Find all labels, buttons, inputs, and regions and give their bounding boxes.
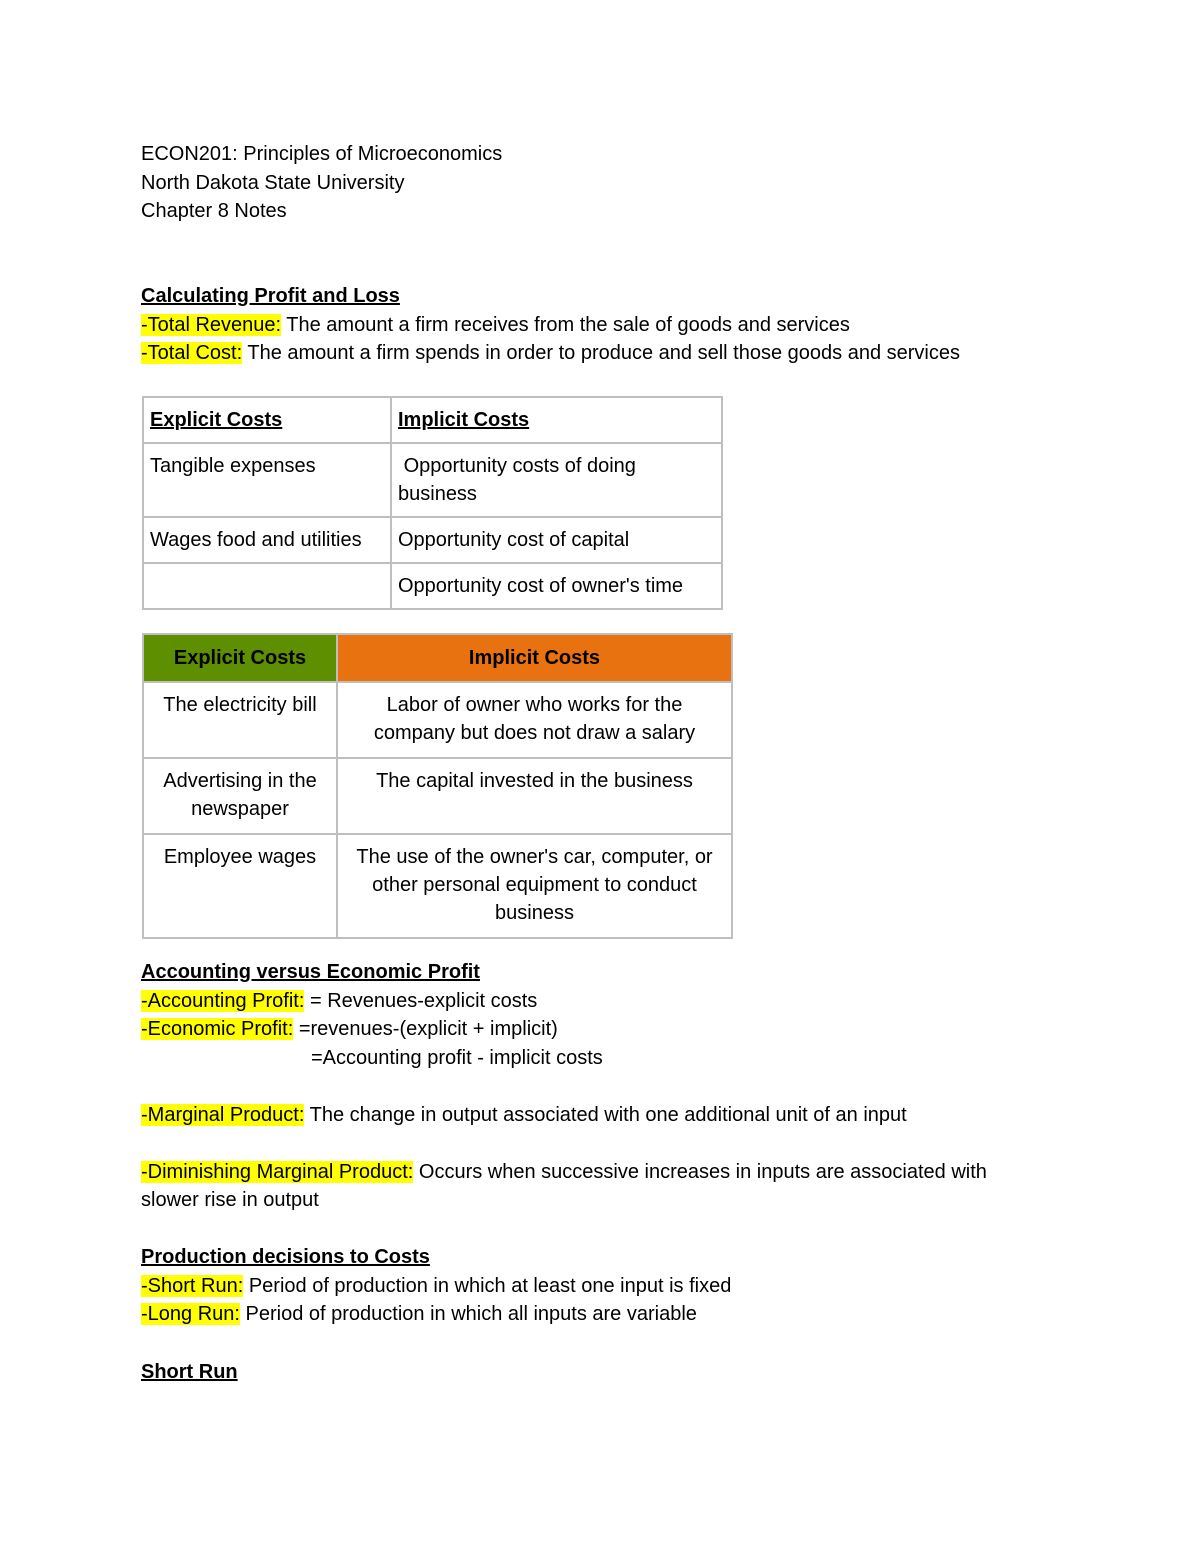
column-header-implicit: Implicit Costs <box>337 634 732 682</box>
spacer <box>141 1129 987 1158</box>
table-cell: Labor of owner who works for the company but does not draw a salary <box>337 682 732 758</box>
spacer <box>141 1072 987 1101</box>
definition-long-run <box>141 1300 731 1329</box>
table-cell: Opportunity cost of owner's time <box>391 563 722 609</box>
definition-text: = Revenues-explicit costs <box>304 989 538 1012</box>
definition-text: Period of production in which at least one input is fixed <box>243 1274 732 1297</box>
table-row <box>143 517 722 563</box>
costs-table-plain <box>142 396 723 610</box>
term-highlight: -Accounting Profit: <box>141 989 305 1012</box>
definition-diminishing-marginal-product <box>141 1158 987 1187</box>
definition-marginal-product <box>141 1101 987 1130</box>
term-highlight: -Marginal Product: <box>141 1103 305 1126</box>
section-short-run <box>141 1358 238 1387</box>
section-heading: Accounting versus Economic Profit <box>141 961 480 983</box>
table-row <box>143 563 722 609</box>
table-header-row <box>143 634 732 682</box>
section-heading: Short Run <box>141 1361 238 1383</box>
definition-text-continued: slower rise in output <box>141 1189 319 1211</box>
section-production-decisions <box>141 1243 731 1329</box>
term-highlight: -Short Run: <box>141 1274 244 1297</box>
term-highlight: -Diminishing Marginal Product: <box>141 1160 414 1183</box>
definition-text: Period of production in which all inputs are variable <box>239 1303 697 1325</box>
column-header-implicit: Implicit Costs <box>391 397 722 443</box>
definition-text: The amount a firm spends in order to produce and sell those goods and services <box>242 342 960 364</box>
table-row <box>143 834 732 938</box>
definition-text: The amount a firm receives from the sale of goods and services <box>281 313 850 336</box>
definition-text: Occurs when successive increases in inputs are associated with <box>413 1160 987 1183</box>
table-cell: Wages food and utilities <box>143 517 391 563</box>
term-highlight: -Economic Profit: <box>141 1018 294 1040</box>
definition-text: The change in output associated with one additional unit of an input <box>304 1103 907 1126</box>
table-header-row <box>143 397 722 443</box>
table-cell: The use of the owner's car, computer, or other personal equipment to conduct business <box>337 834 732 938</box>
definition-accounting-profit <box>141 987 987 1016</box>
table-row <box>143 758 732 834</box>
section-profit-loss <box>141 282 960 368</box>
definition-text: =revenues-(explicit + implicit) <box>293 1018 558 1040</box>
table-row <box>143 682 732 758</box>
table-cell: The electricity bill <box>143 682 337 758</box>
table-row <box>143 443 722 517</box>
column-header-explicit: Explicit Costs <box>143 397 391 443</box>
table-cell <box>143 563 391 609</box>
section-heading: Calculating Profit and Loss <box>141 285 400 307</box>
definition-short-run <box>141 1272 731 1301</box>
term-highlight: -Total Cost: <box>141 342 243 364</box>
definition-total-cost <box>141 339 960 368</box>
section-heading: Production decisions to Costs <box>141 1246 430 1268</box>
definition-total-revenue <box>141 311 960 340</box>
table-cell: Tangible expenses <box>143 443 391 517</box>
definition-economic-profit-alt: =Accounting profit - implicit costs <box>311 1046 603 1069</box>
course-title: ECON201: Principles of Microeconomics <box>141 143 503 165</box>
table-cell: Opportunity costs of doing business <box>391 443 722 517</box>
table-cell: Advertising in the newspaper <box>143 758 337 834</box>
term-highlight: -Long Run: <box>141 1303 240 1325</box>
section-accounting-economic <box>141 958 987 1215</box>
table-cell: Employee wages <box>143 834 337 938</box>
chapter-title: Chapter 8 Notes <box>141 200 287 222</box>
table-cell: Opportunity cost of capital <box>391 517 722 563</box>
table-cell: The capital invested in the business <box>337 758 732 834</box>
document-header <box>141 140 502 226</box>
column-header-explicit: Explicit Costs <box>143 634 337 682</box>
definition-economic-profit <box>141 1015 987 1044</box>
university-name: North Dakota State University <box>141 171 405 194</box>
costs-table-colored <box>142 633 733 939</box>
term-highlight: -Total Revenue: <box>141 313 282 336</box>
